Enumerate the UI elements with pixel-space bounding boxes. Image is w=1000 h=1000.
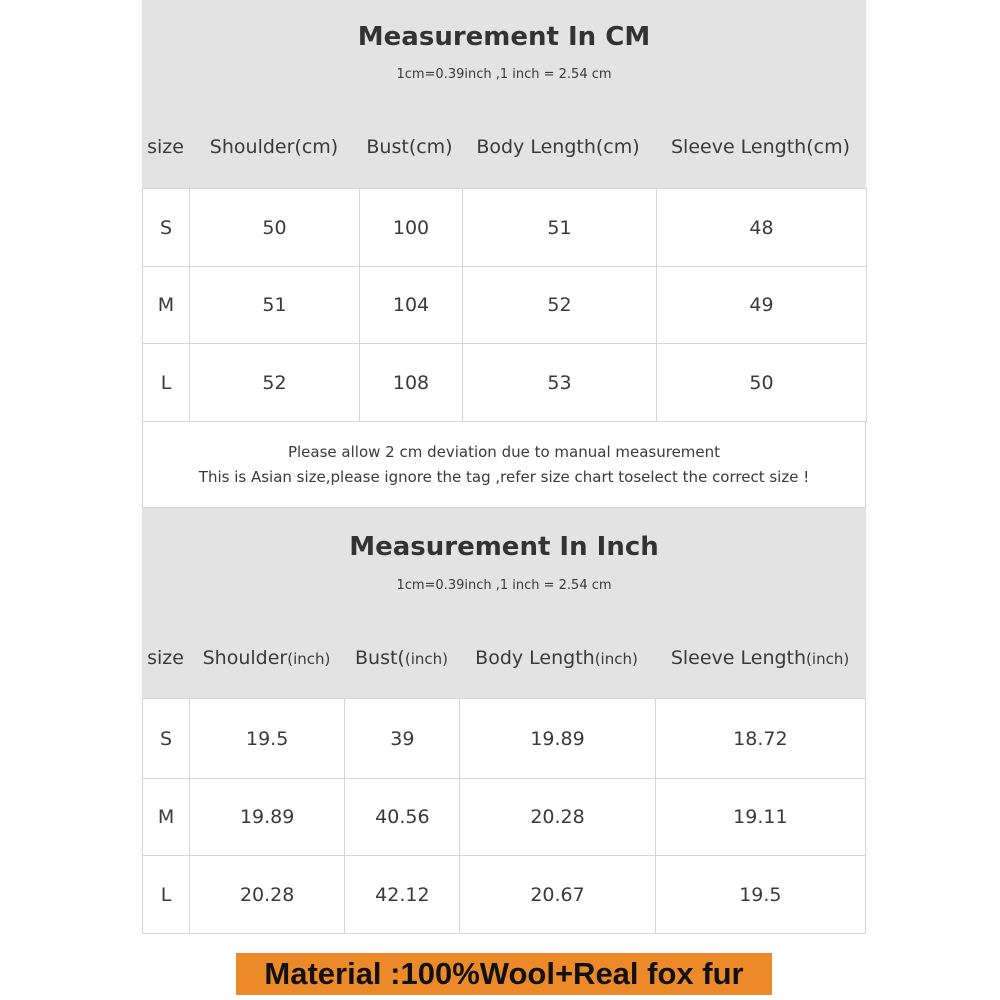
- cm-cell-shoulder: 50: [190, 189, 360, 267]
- inch-cell-size: M: [143, 779, 190, 856]
- cm-col-bust: Bust(cm): [366, 136, 453, 158]
- cm-cell-bust: 108: [360, 344, 463, 422]
- inch-cell-sleeve-length: 19.11: [655, 779, 865, 856]
- inch-col-body-length: [459, 647, 654, 669]
- cm-cell-bust: 104: [360, 267, 463, 344]
- inch-col-body-length-label: Body Length: [475, 647, 595, 669]
- cm-cell-sleeve-length: 48: [657, 189, 867, 267]
- inch-cell-body-length: 20.67: [460, 856, 655, 934]
- table-row: [143, 189, 867, 267]
- inch-cell-sleeve-length: 19.5: [655, 856, 865, 934]
- cm-cell-shoulder: 51: [190, 267, 360, 344]
- cm-cell-body-length: 52: [463, 267, 657, 344]
- inch-cell-body-length: 19.89: [460, 699, 655, 779]
- inch-cell-bust: 42.12: [345, 856, 460, 934]
- inch-cell-shoulder: 19.89: [190, 779, 345, 856]
- inch-col-size: size: [147, 647, 184, 669]
- cm-header-panel: [142, 0, 866, 188]
- inch-size-table: [142, 698, 866, 934]
- cm-cell-body-length: 53: [463, 344, 657, 422]
- cm-cell-shoulder: 52: [190, 344, 360, 422]
- cm-cell-sleeve-length: 50: [657, 344, 867, 422]
- cm-cell-size: S: [143, 189, 190, 267]
- inch-cell-sleeve-length: 18.72: [655, 699, 865, 779]
- inch-cell-size: S: [143, 699, 190, 779]
- inch-subtitle: 1cm=0.39inch ,1 inch = 2.54 cm: [396, 578, 612, 593]
- cm-note-asian-size: This is Asian size,please ignore the tag ,refer size chart toselect the correct size !: [198, 468, 810, 486]
- inch-col-sleeve-length-unit: (inch): [806, 650, 850, 668]
- table-row: [143, 699, 866, 779]
- inch-header-panel: [142, 508, 866, 698]
- inch-col-shoulder-unit: (inch): [287, 650, 331, 668]
- inch-cell-bust: 40.56: [345, 779, 460, 856]
- inch-title: Measurement In Inch: [349, 532, 659, 562]
- table-row: [143, 856, 866, 934]
- inch-cell-shoulder: 20.28: [190, 856, 345, 934]
- table-row: [143, 779, 866, 856]
- inch-col-shoulder-label: Shoulder: [202, 647, 288, 669]
- table-row: [143, 344, 867, 422]
- inch-cell-shoulder: 19.5: [190, 699, 345, 779]
- material-banner: Material :100%Wool+Real fox fur: [236, 953, 772, 995]
- inch-col-bust-unit: (inch): [404, 650, 448, 668]
- inch-col-shoulder: [189, 647, 344, 669]
- cm-subtitle: 1cm=0.39inch ,1 inch = 2.54 cm: [396, 67, 612, 82]
- inch-col-sleeve-length-label: Sleeve Length: [670, 647, 807, 669]
- cm-cell-bust: 100: [360, 189, 463, 267]
- cm-cell-body-length: 51: [463, 189, 657, 267]
- cm-col-size: size: [147, 136, 184, 158]
- cm-cell-size: M: [143, 267, 190, 344]
- cm-title: Measurement In CM: [357, 22, 651, 52]
- inch-col-bust-label: Bust(: [355, 647, 405, 669]
- inch-col-bust: [344, 647, 459, 669]
- table-row: [143, 267, 867, 344]
- cm-size-table: [142, 188, 867, 422]
- inch-cell-body-length: 20.28: [460, 779, 655, 856]
- inch-cell-size: L: [143, 856, 190, 934]
- cm-cell-size: L: [143, 344, 190, 422]
- cm-col-body-length: Body Length(cm): [476, 136, 640, 158]
- cm-cell-sleeve-length: 49: [657, 267, 867, 344]
- inch-cell-bust: 39: [345, 699, 460, 779]
- inch-col-sleeve-length: [654, 647, 866, 669]
- inch-col-body-length-unit: (inch): [594, 650, 638, 668]
- cm-note-deviation: Please allow 2 cm deviation due to manual measurement: [287, 443, 721, 461]
- cm-col-sleeve-length: Sleeve Length(cm): [670, 136, 850, 158]
- cm-col-shoulder: Shoulder(cm): [209, 136, 339, 158]
